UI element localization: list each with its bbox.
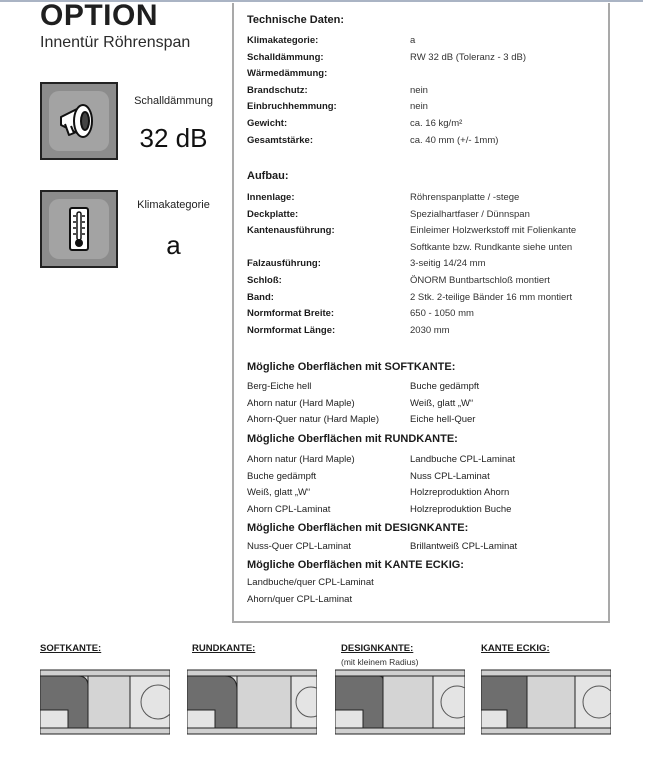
surface-item: Ahorn natur (Hard Maple) xyxy=(247,397,355,409)
designkante-heading: Mögliche Oberflächen mit DESIGNKANTE: xyxy=(247,522,469,534)
profile-label-designkante: DESIGNKANTE: xyxy=(341,643,414,654)
surface-item: Brillantweiß CPL-Laminat xyxy=(410,541,518,552)
spec-label: Normformat Länge: xyxy=(247,324,336,336)
sound-value: 32 dB xyxy=(139,123,208,153)
surface-item: Weiß, glatt „W“ xyxy=(410,397,474,409)
spec-label: Band: xyxy=(247,291,274,303)
spec-value: RW 32 dB (Toleranz - 3 dB) xyxy=(410,51,526,63)
designkante-profile-drawing xyxy=(335,664,465,740)
spec-label: Kantenausführung: xyxy=(247,225,335,237)
eckig-profile-drawing xyxy=(481,664,611,740)
eckig-heading: Mögliche Oberflächen mit KANTE ECKIG: xyxy=(247,559,464,571)
spec-label: Innenlage: xyxy=(247,192,295,203)
climate-label: Klimakategorie xyxy=(137,199,210,211)
surface-item: Buche gedämpft xyxy=(247,470,317,482)
spec-value: 2 Stk. 2-teilige Bänder 16 mm montiert xyxy=(410,291,573,303)
surface-item: Ahorn/quer CPL-Laminat xyxy=(247,593,353,605)
spec-value: Einleimer Holzwerkstoff mit Folienkante xyxy=(410,225,577,237)
surface-item: Landbuche CPL-Laminat xyxy=(410,454,516,465)
surface-item: Nuss CPL-Laminat xyxy=(410,470,490,482)
spec-value: nein xyxy=(410,84,428,96)
profile-label-softkante: SOFTKANTE: xyxy=(40,643,102,654)
spec-label: Gesamtstärke: xyxy=(247,134,314,146)
surface-item: Ahorn CPL-Laminat xyxy=(247,503,331,515)
surface-item: Eiche hell-Quer xyxy=(410,414,476,426)
spec-label: Falzausführung: xyxy=(247,258,321,270)
profile-label-rundkante: RUNDKANTE: xyxy=(192,643,256,654)
spec-value: 2030 mm xyxy=(410,324,450,336)
spec-value: ca. 16 kg/m² xyxy=(410,118,463,129)
surface-item: Ahorn natur (Hard Maple) xyxy=(247,454,355,465)
spec-value: a xyxy=(410,35,416,46)
surface-item: Berg-Eiche hell xyxy=(247,381,312,392)
surface-item: Nuss-Quer CPL-Laminat xyxy=(247,541,352,552)
spec-value: Röhrenspanplatte / -stege xyxy=(410,192,520,203)
spec-label: Klimakategorie: xyxy=(247,35,319,46)
spec-label: Schloß: xyxy=(247,275,282,286)
rundkante-profile-drawing xyxy=(187,664,317,740)
surface-item: Holzreproduktion Ahorn xyxy=(410,487,510,499)
surface-item: Ahorn-Quer natur (Hard Maple) xyxy=(247,414,379,426)
spec-label: Brandschutz: xyxy=(247,84,308,96)
spec-label: Deckplatte: xyxy=(247,208,299,220)
product-title: OPTION xyxy=(40,0,159,32)
spec-value: Spezialhartfaser / Dünnspan xyxy=(410,208,530,220)
spec-value: ÖNORM Buntbartschloß montiert xyxy=(410,275,550,286)
megaphone-icon xyxy=(55,97,103,145)
softkante-profile-drawing xyxy=(40,664,170,740)
thermometer-icon xyxy=(55,204,103,254)
spec-value: 3-seitig 14/24 mm xyxy=(410,258,486,270)
climate-value: a xyxy=(166,230,181,260)
product-subtitle: Innentür Röhrenspan xyxy=(40,34,191,51)
softkante-heading: Mögliche Oberflächen mit SOFTKANTE: xyxy=(247,361,456,373)
technical-heading: Technische Daten: xyxy=(247,14,344,26)
spec-value: Softkante bzw. Rundkante siehe unten xyxy=(410,241,573,253)
rundkante-heading: Mögliche Oberflächen mit RUNDKANTE: xyxy=(247,433,458,445)
spec-value: ca. 40 mm (+/- 1mm) xyxy=(410,134,499,146)
surface-item: Buche gedämpft xyxy=(410,381,480,392)
profile-label-eckig: KANTE ECKIG: xyxy=(481,643,550,654)
spec-label: Gewicht: xyxy=(247,118,288,129)
spec-label: Normformat Breite: xyxy=(247,308,335,320)
surface-item: Holzreproduktion Buche xyxy=(410,503,512,515)
sound-icon-box xyxy=(40,82,118,160)
spec-label: Schalldämmung: xyxy=(247,51,324,63)
spec-value: nein xyxy=(410,101,428,113)
profile-note-designkante: (mit kleinem Radius) xyxy=(341,657,419,667)
sound-label: Schalldämmung xyxy=(134,95,213,107)
spec-value: 650 - 1050 mm xyxy=(410,308,474,320)
spec-label: Einbruchhemmung: xyxy=(247,101,337,113)
spec-label: Wärmedämmung: xyxy=(247,68,328,80)
climate-icon-box xyxy=(40,190,118,268)
surface-item: Weiß, glatt „W“ xyxy=(247,487,311,499)
structure-heading: Aufbau: xyxy=(247,170,289,182)
surface-item: Landbuche/quer CPL-Laminat xyxy=(247,577,374,588)
